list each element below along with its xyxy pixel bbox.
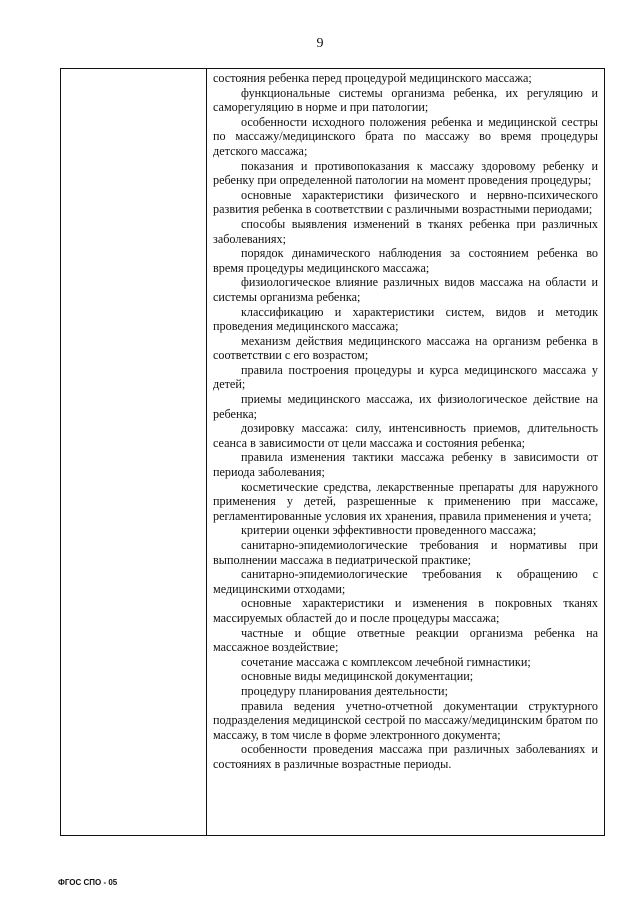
list-item: способы выявления изменений в тканях ребенка при различных заболеваниях; (213, 216, 598, 246)
content-table (60, 68, 605, 836)
list-item: механизм действия медицинского массажа на организм ребенка в соответствии с его возрастом; (213, 333, 598, 363)
list-item: порядок динамического наблюдения за состоянием ребенка во время процедуры медицинского массажа; (213, 246, 598, 275)
list-item: основные виды медицинской документации; (241, 669, 474, 684)
list-item: правила построения процедуры и курса медицинского массажа у детей; (213, 362, 598, 392)
list-item: критерии оценки эффективности проведенного массажа; (241, 523, 537, 538)
list-item: особенности проведения массажа при различных заболеваниях и состояниях в различные возрастные периоды. (213, 742, 598, 771)
list-item: санитарно-эпидемиологические требования и нормативы при выполнении массажа в педиатрической практике; (213, 538, 598, 567)
list-item: приемы медицинского массажа, их физиологическое действие на ребенка; (213, 392, 598, 421)
list-item: особенности исходного положения ребенка и медицинской сестры по массажу/медицинского брата по массажу во время процедуры детского массажа; (213, 114, 598, 158)
table-left-cell (61, 69, 207, 835)
list-item: сочетание массажа с комплексом лечебной гимнастики; (241, 654, 531, 669)
list-item: косметические средства, лекарственные препараты для наружного применения у детей, разрешенные к применению при массаже, регламентированные условия их хранения, правила применения и учета; (213, 479, 598, 523)
page-number: 9 (316, 36, 324, 51)
list-item: основные характеристики физического и нервно-психического развития ребенка в соответствии с различными возрастными периодами; (213, 187, 598, 217)
list-item: дозировку массажа: силу, интенсивность приемов, длительность сеанса в зависимости от цели массажа и состояния ребенка; (213, 421, 598, 450)
list-item: физиологическое влияние различных видов массажа на области и системы организма ребенка; (213, 275, 598, 304)
list-item: состояния ребенка перед процедурой медицинского массажа; (213, 71, 532, 85)
table-right-cell (207, 69, 604, 835)
list-item: показания и противопоказания к массажу здоровому ребенку и ребенку при определенной патологии на момент проведения процедуры; (213, 158, 598, 188)
list-item: классификацию и характеристики систем, видов и методик проведения медицинского массажа; (213, 304, 598, 334)
list-item: санитарно-эпидемиологические требования к обращению с медицинскими отходами; (213, 567, 598, 596)
list-item: процедуру планирования деятельности; (241, 683, 448, 698)
list-item: функциональные системы организма ребенка, их регуляцию и саморегуляцию в норме и при патологии; (213, 85, 598, 115)
list-item: основные характеристики и изменения в покровных тканях массируемых областей до и после процедуры массажа; (213, 596, 598, 625)
footer-code: ФГОС СПО - 05 (58, 878, 118, 887)
list-item: правила изменения тактики массажа ребенку в зависимости от периода заболевания; (213, 450, 598, 480)
list-item: частные и общие ответные реакции организма ребенка на массажное воздействие; (213, 625, 598, 655)
list-item: правила ведения учетно-отчетной документации структурного подразделения медицинской сестрой по массажу/медицинским братом по массажу, в том числе в форме электронного документа; (213, 698, 598, 742)
